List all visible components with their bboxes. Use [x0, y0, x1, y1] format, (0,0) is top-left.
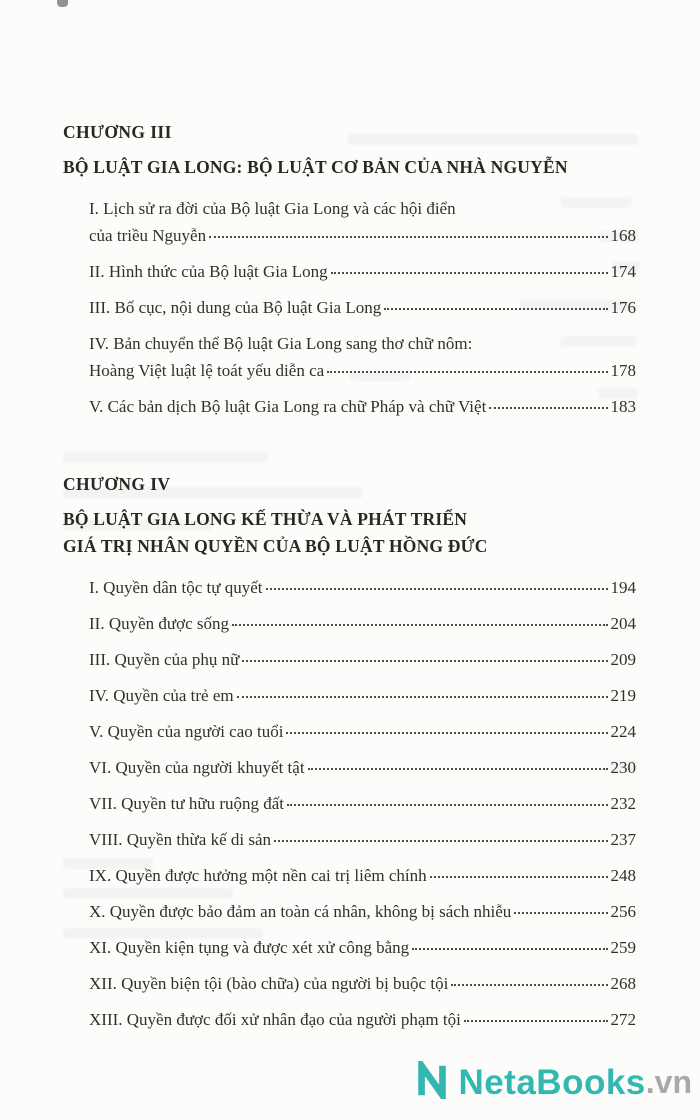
chapter-title	[63, 154, 636, 181]
toc-entry-text: III. Bố cục, nội dung của Bộ luật Gia Long	[89, 298, 382, 317]
chapter-label: CHƯƠNG IV	[63, 474, 171, 494]
dot-leader	[232, 624, 607, 626]
chapter-title-line: GIÁ TRỊ NHÂN QUYỀN CỦA BỘ LUẬT HỒNG ĐỨC	[63, 536, 488, 556]
toc-page-number: 224	[610, 722, 636, 741]
toc-page-number: 248	[610, 866, 636, 885]
toc-entry	[89, 574, 636, 601]
toc-page-number: 204	[610, 614, 636, 633]
toc-page-number: 209	[610, 650, 636, 669]
dot-leader	[384, 308, 607, 310]
toc-entry-text-continued: Hoàng Việt luật lệ toát yếu diễn ca	[89, 361, 325, 380]
toc-entry	[89, 898, 636, 925]
toc-entry	[89, 826, 636, 853]
dot-leader	[451, 984, 607, 986]
dot-leader	[331, 272, 608, 274]
dot-leader	[327, 371, 607, 373]
toc-page-number: 168	[610, 226, 636, 245]
toc-entry-text-continued: của triều Nguyễn	[89, 226, 207, 245]
chapter-title-line: BỘ LUẬT GIA LONG KẾ THỪA VÀ PHÁT TRIỂN	[63, 509, 468, 529]
toc-page-number: 174	[610, 262, 636, 281]
toc-page-number: 268	[610, 974, 636, 993]
dot-leader	[308, 768, 608, 770]
toc-entry	[89, 258, 636, 285]
dot-leader	[266, 588, 608, 590]
toc-page-number: 194	[610, 578, 636, 597]
toc-entry-text: XII. Quyền biện tội (bào chữa) của người bị buộc tội	[89, 974, 449, 993]
toc-entry-list	[63, 574, 636, 1033]
toc-entry-text: VI. Quyền của người khuyết tật	[89, 758, 305, 777]
chapter-title	[63, 506, 636, 560]
toc-entry	[89, 646, 636, 673]
toc-entry-text: X. Quyền được bảo đảm an toàn cá nhân, không bị sách nhiễu	[89, 902, 512, 921]
netabooks-watermark	[413, 1061, 692, 1104]
dot-leader	[242, 660, 607, 662]
watermark-brand-text: NetaBooks	[458, 1062, 646, 1102]
toc-page-number: 232	[610, 794, 636, 813]
dot-leader	[464, 1020, 608, 1022]
toc-entry-text: IX. Quyền được hưởng một nền cai trị liêm chính	[89, 866, 427, 885]
chapter-title-line: BỘ LUẬT GIA LONG: BỘ LUẬT CƠ BẢN CỦA NHÀ NGUYỄN	[63, 157, 568, 177]
chapter-4-section	[63, 474, 636, 1033]
toc-entry-text: VIII. Quyền thừa kế di sản	[89, 830, 271, 849]
toc-page-number: 230	[610, 758, 636, 777]
dot-leader	[287, 804, 607, 806]
toc-entry-text: V. Các bản dịch Bộ luật Gia Long ra chữ Pháp và chữ Việt	[89, 397, 487, 416]
toc-page-number: 272	[610, 1010, 636, 1029]
watermark-suffix-text: .vn	[645, 1064, 692, 1100]
toc-entry-text: IV. Bản chuyển thể Bộ luật Gia Long sang thơ chữ nôm:	[89, 334, 473, 353]
chapter-3-section	[63, 122, 636, 420]
toc-entry	[89, 970, 636, 997]
toc-page-number: 183	[610, 397, 636, 416]
dot-leader	[237, 696, 608, 698]
toc-page-number: 256	[610, 902, 636, 921]
toc-entry-text: II. Hình thức của Bộ luật Gia Long	[89, 262, 328, 281]
toc-entry	[89, 790, 636, 817]
chapter-label: CHƯƠNG III	[63, 122, 172, 142]
toc-entry	[89, 1006, 636, 1033]
toc-entry-text: I. Lịch sử ra đời của Bộ luật Gia Long và các hội điển	[89, 199, 456, 218]
toc-entry	[89, 934, 636, 961]
toc-entry-text: XI. Quyền kiện tụng và được xét xử công bằng	[89, 938, 410, 957]
dot-leader	[489, 407, 607, 409]
toc-page-number: 259	[610, 938, 636, 957]
toc-entry-text: V. Quyền của người cao tuổi	[89, 722, 284, 741]
dot-leader	[430, 876, 608, 878]
dot-leader	[209, 236, 607, 238]
toc-entry	[89, 754, 636, 781]
toc-entry-text: XIII. Quyền được đối xử nhân đạo của người phạm tội	[89, 1010, 461, 1029]
toc-page-number: 178	[610, 361, 636, 380]
dot-leader	[286, 732, 607, 734]
toc-entry	[89, 330, 636, 384]
toc-entry	[89, 682, 636, 709]
toc-page-number: 219	[610, 686, 636, 705]
dot-leader	[274, 840, 608, 842]
toc-page-number: 237	[610, 830, 636, 849]
netabooks-logo-icon	[413, 1061, 451, 1104]
toc-entry	[89, 862, 636, 889]
dot-leader	[514, 912, 607, 914]
toc-entry-text: I. Quyền dân tộc tự quyết	[89, 578, 263, 597]
toc-entry-text: IV. Quyền của trẻ em	[89, 686, 234, 705]
toc-entry	[89, 294, 636, 321]
toc-page-number: 176	[610, 298, 636, 317]
toc-entry	[89, 195, 636, 249]
toc-entry	[89, 393, 636, 420]
toc-entry-text: VII. Quyền tư hữu ruộng đất	[89, 794, 285, 813]
toc-entry-list	[63, 195, 636, 420]
toc-entry-text: II. Quyền được sống	[89, 614, 230, 633]
toc-entry	[89, 610, 636, 637]
toc-entry	[89, 718, 636, 745]
toc-entry-text: III. Quyền của phụ nữ	[89, 650, 240, 669]
dot-leader	[412, 948, 607, 950]
